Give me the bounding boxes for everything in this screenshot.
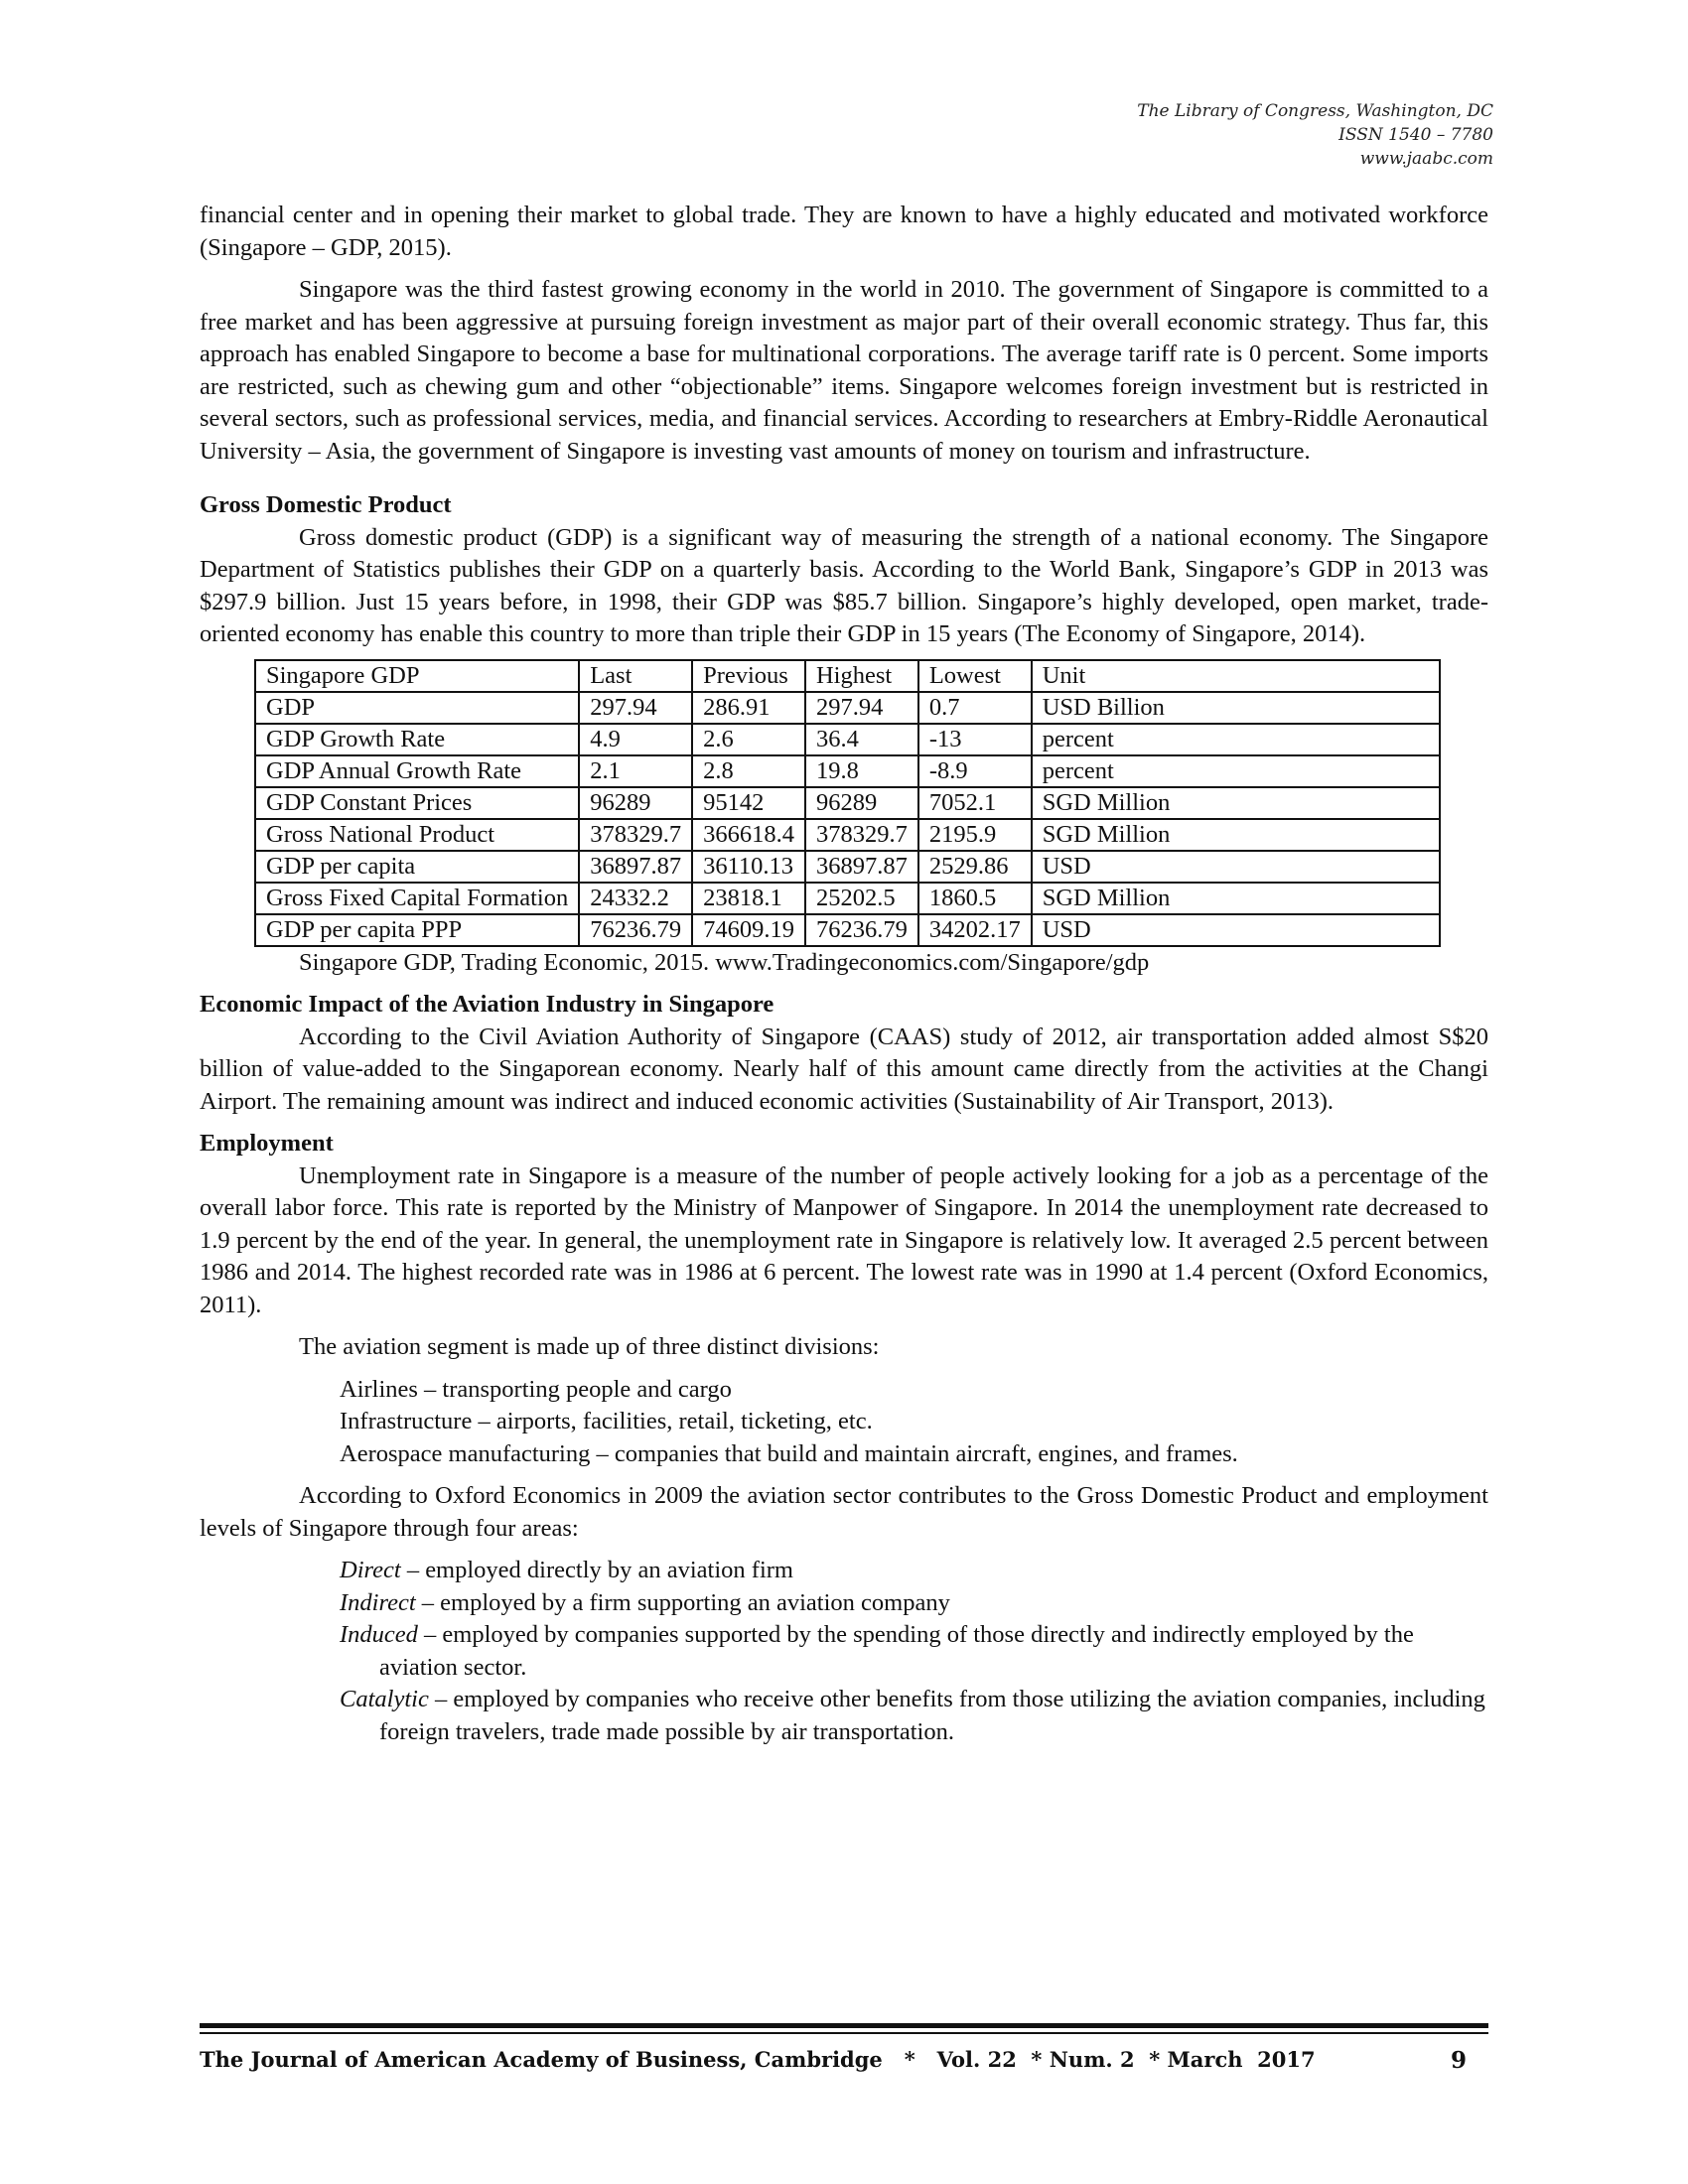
running-footer (200, 2047, 1488, 2072)
paragraph-gdp: Gross domestic product (GDP) is a significant way of measuring the strength of a national economy. The Singapore Department of Statistics publishes their GDP on a quarterly basis. According to the World Bank, Singapore’s GDP in 2013 was $297.9 billion. Just 15 years before, in 1998, their GDP was $85.7 billion. Singapore’s highly developed, open market, trade-oriented economy has enable this country to more than triple their GDP in 15 years (The Economy of Singapore, 2014). (200, 523, 1488, 647)
paragraph-aviation-impact: According to the Civil Aviation Authority of Singapore (CAAS) study of 2012, air transportation added almost S$20 billion of value-added to the Singaporean economy. Nearly half of this amount came directly from the activities at the Changi Airport. The remaining amount was indirect and induced economic activities (Sustainability of Air Transport, 2013). (200, 1023, 1488, 1115)
table-cell: 2.8 (692, 755, 805, 787)
table-cell: USD (1032, 851, 1440, 883)
table-header-cell: Lowest (918, 660, 1032, 692)
table-cell: 286.91 (692, 692, 805, 724)
table-cell: 4.9 (579, 724, 692, 755)
table-cell: percent (1032, 724, 1440, 755)
term-description: – employed by a firm supporting an aviation company (415, 1588, 950, 1616)
term-description: – employed by companies supported by the spending of those directly and indirectly employed by the aviation sector. (379, 1621, 1414, 1681)
table-cell: 36897.87 (805, 851, 918, 883)
table-cell: SGD Million (1032, 787, 1440, 819)
table-header-cell: Unit (1032, 660, 1440, 692)
table-cell: GDP Annual Growth Rate (255, 755, 579, 787)
table-cell: 297.94 (579, 692, 692, 724)
table-cell: 297.94 (805, 692, 918, 724)
table-cell: 36.4 (805, 724, 918, 755)
table-cell: 34202.17 (918, 914, 1032, 946)
header-line-1: The Library of Congress, Washington, DC (1137, 101, 1493, 121)
table-header-row (255, 660, 1440, 692)
table-cell: 7052.1 (918, 787, 1032, 819)
table-cell: 76236.79 (579, 914, 692, 946)
heading-employment: Employment (200, 1130, 334, 1157)
table-cell: GDP (255, 692, 579, 724)
table-cell: 378329.7 (579, 819, 692, 851)
table-cell: 2.6 (692, 724, 805, 755)
term-induced: Induced (340, 1621, 418, 1648)
table-cell: GDP Growth Rate (255, 724, 579, 755)
table-cell: 95142 (692, 787, 805, 819)
table-header-cell: Singapore GDP (255, 660, 579, 692)
table-cell: 366618.4 (692, 819, 805, 851)
header-line-3: www.jaabc.com (1359, 149, 1493, 169)
table-cell: 74609.19 (692, 914, 805, 946)
table-cell: 36110.13 (692, 851, 805, 883)
page-number: 9 (1450, 2047, 1467, 2074)
table-cell: Gross Fixed Capital Formation (255, 883, 579, 914)
table-cell: 0.7 (918, 692, 1032, 724)
list-item (340, 1587, 1488, 1620)
table-cell: Gross National Product (255, 819, 579, 851)
table-header-cell: Previous (692, 660, 805, 692)
list-item (340, 1555, 1488, 1587)
table-cell: 2195.9 (918, 819, 1032, 851)
running-header (1137, 99, 1493, 171)
list-item: Infrastructure – airports, facilities, retail, ticketing, etc. (340, 1408, 873, 1434)
table-row (255, 851, 1440, 883)
table-row (255, 692, 1440, 724)
footer-journal: The Journal of American Academy of Business, Cambridge * Vol. 22 * Num. 2 * March 2017 (200, 2047, 1316, 2072)
table-cell: SGD Million (1032, 819, 1440, 851)
page-body (200, 200, 1488, 1748)
footer-rule-thick (200, 2023, 1488, 2028)
table-cell: -13 (918, 724, 1032, 755)
paragraph-continued: financial center and in opening their market to global trade. They are known to have a highly educated and motivated workforce (Singapore – GDP, 2015). (200, 202, 1488, 261)
term-description: – employed by companies who receive other benefits from those utilizing the aviation companies, including foreign travelers, trade made possible by air transportation. (379, 1686, 1485, 1745)
table-cell: 378329.7 (805, 819, 918, 851)
paragraph-employment: Unemployment rate in Singapore is a measure of the number of people actively looking for a job as a percentage of the overall labor force. This rate is reported by the Ministry of Manpower of Singapore. In 2014 the unemployment rate decreased to 1.9 percent by the end of the year. In general, the unemployment rate in Singapore is relatively low. It averaged 2.5 percent between 1986 and 2014. The highest recorded rate was in 1986 at 6 percent. The lowest rate was in 1990 at 1.4 percent (Oxford Economics, 2011). (200, 1161, 1488, 1318)
paragraph-singapore-economy: Singapore was the third fastest growing economy in the world in 2010. The government of Singapore is committed to a free market and has been aggressive at pursuing foreign investment as major part of their overall economic strategy. Thus far, this approach has enabled Singapore to become a base for multinational corporations. The average tariff rate is 0 percent. Some imports are restricted, such as chewing gum and other “objectionable” items. Singapore welcomes foreign investment but is restricted in several sectors, such as professional services, media, and financial services. According to researchers at Embry-Riddle Aeronautical University – Asia, the government of Singapore is investing vast amounts of money on tourism and infrastructure. (200, 276, 1488, 465)
table-cell: 2529.86 (918, 851, 1032, 883)
table-caption: Singapore GDP, Trading Economic, 2015. www.Tradingeconomics.com/Singapore/gdp (299, 948, 1150, 976)
table-header-cell: Highest (805, 660, 918, 692)
gdp-table (254, 659, 1441, 947)
paragraph-divisions-intro: The aviation segment is made up of three distinct divisions: (299, 1333, 880, 1360)
list-item: Airlines – transporting people and cargo (340, 1375, 732, 1403)
table-row (255, 724, 1440, 755)
table-cell: USD Billion (1032, 692, 1440, 724)
heading-gdp: Gross Domestic Product (200, 491, 452, 518)
table-cell: 76236.79 (805, 914, 918, 946)
term-direct: Direct (340, 1557, 401, 1583)
paragraph-areas-intro: According to Oxford Economics in 2009 the aviation sector contributes to the Gross Domestic Product and employment levels of Singapore through four areas: (200, 1482, 1488, 1542)
footer-rule-thin (200, 2032, 1488, 2034)
table-row (255, 883, 1440, 914)
table-cell: 36897.87 (579, 851, 692, 883)
table-cell: GDP per capita PPP (255, 914, 579, 946)
table-cell: USD (1032, 914, 1440, 946)
table-cell: -8.9 (918, 755, 1032, 787)
table-row (255, 787, 1440, 819)
term-description: – employed directly by an aviation firm (400, 1557, 793, 1583)
list-item: Aerospace manufacturing – companies that build and maintain aircraft, engines, and frames. (340, 1439, 1238, 1467)
table-cell: GDP Constant Prices (255, 787, 579, 819)
table-cell: 1860.5 (918, 883, 1032, 914)
table-cell: 19.8 (805, 755, 918, 787)
table-cell: 2.1 (579, 755, 692, 787)
table-row (255, 819, 1440, 851)
list-item (340, 1684, 1488, 1748)
table-cell: 24332.2 (579, 883, 692, 914)
table-cell: 23818.1 (692, 883, 805, 914)
term-catalytic: Catalytic (340, 1686, 429, 1712)
header-line-2: ISSN 1540 – 7780 (1338, 125, 1493, 145)
table-header-cell: Last (579, 660, 692, 692)
table-cell: 96289 (579, 787, 692, 819)
table-cell: GDP per capita (255, 851, 579, 883)
table-row (255, 755, 1440, 787)
table-cell: percent (1032, 755, 1440, 787)
table-cell: 25202.5 (805, 883, 918, 914)
heading-aviation-impact: Economic Impact of the Aviation Industry in Singapore (200, 991, 774, 1018)
term-indirect: Indirect (340, 1588, 416, 1616)
table-cell: 96289 (805, 787, 918, 819)
list-item (340, 1619, 1488, 1684)
table-row (255, 914, 1440, 946)
table-cell: SGD Million (1032, 883, 1440, 914)
